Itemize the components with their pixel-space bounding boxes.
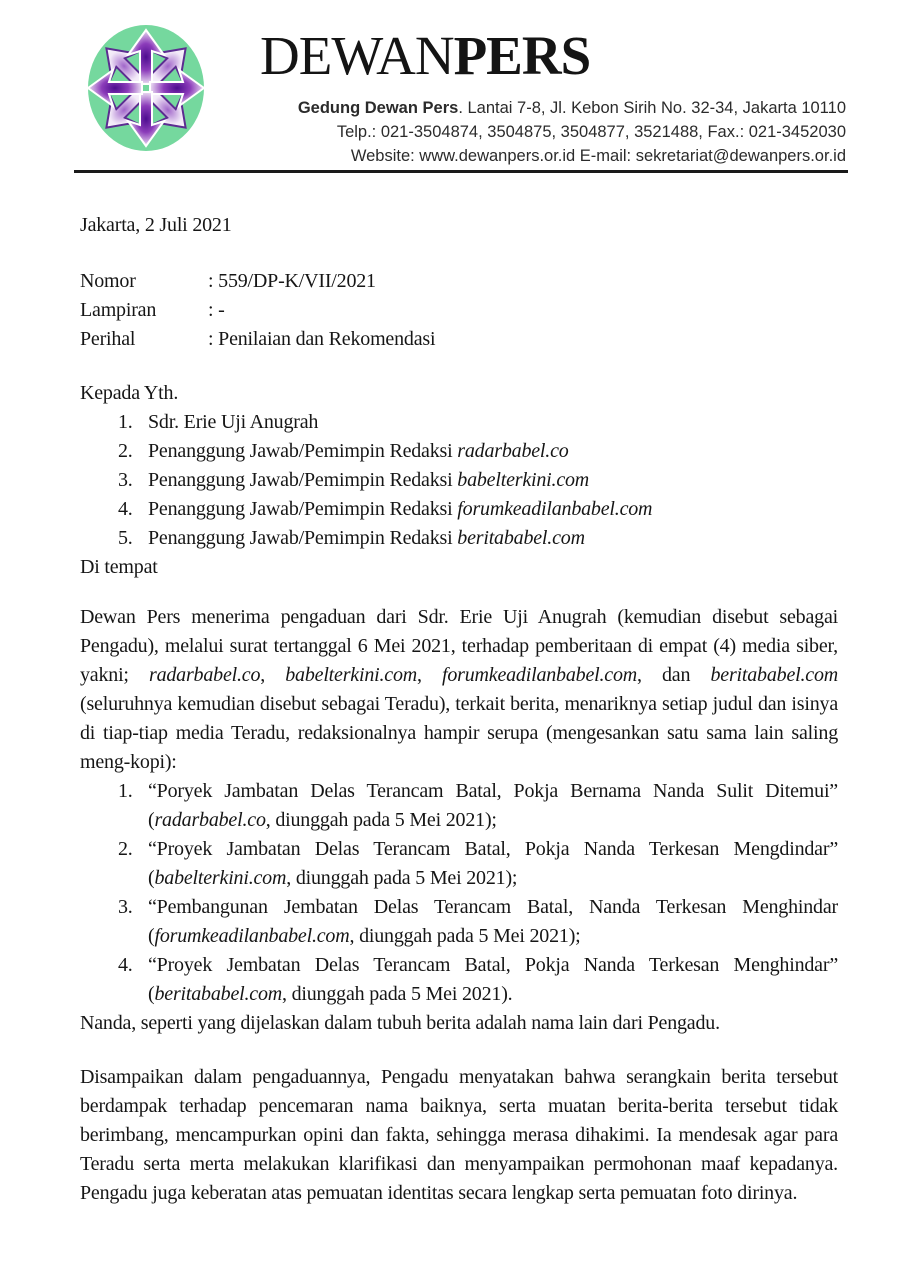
article-number: 3.: [118, 896, 133, 918]
recipient-text: Penanggung Jawab/Pemimpin Redaksi babelterkini.com: [148, 469, 590, 491]
recipient-number: 1.: [118, 411, 133, 433]
closing-note: Nanda, seperti yang dijelaskan dalam tubuh berita adalah nama lain dari Pengadu.: [80, 1012, 720, 1034]
article-text: “Pembangunan Jembatan Delas Terancam Batal, Nanda Terkesan Menghindar (forumkeadilanbabel.com, diunggah pada 5 Mei 2021);: [148, 896, 838, 947]
article-item: [80, 777, 838, 835]
recipient-text: Penanggung Jawab/Pemimpin Redaksi forumkeadilanbabel.com: [148, 498, 653, 520]
letterhead-address-rest: . Lantai 7-8, Jl. Kebon Sirih No. 32-34, Jakarta 10110: [458, 99, 846, 117]
letterhead-building: Gedung Dewan Pers: [297, 99, 459, 117]
article-number: 4.: [118, 954, 133, 976]
brand-title-regular: DEWAN: [260, 25, 454, 86]
recipient-number: 3.: [118, 469, 133, 491]
article-item: [80, 835, 838, 893]
article-text: “Proyek Jambatan Delas Terancam Batal, Pokja Nanda Terkesan Mengdindar” (babelterkini.com, diunggah pada 5 Mei 2021);: [148, 838, 838, 889]
letterhead-divider: [74, 170, 848, 173]
recipient-item: [80, 495, 838, 524]
recipient-number: 5.: [118, 527, 133, 549]
recipient-text: Sdr. Erie Uji Anugrah: [148, 411, 319, 433]
recipient-item: [80, 437, 838, 466]
recipient-item: [80, 466, 838, 495]
letterhead-phone-line: Telp.: 021-3504874, 3504875, 3504877, 3521488, Fax.: 021-3452030: [336, 123, 846, 141]
meta-label: Nomor: [80, 270, 136, 292]
recipient-list: [80, 408, 838, 553]
meta-label: Lampiran: [80, 299, 157, 321]
article-text: “Poryek Jambatan Delas Terancam Batal, Pokja Bernama Nanda Sulit Ditemui” (radarbabel.co, diunggah pada 5 Mei 2021);: [148, 780, 838, 831]
article-number: 2.: [118, 838, 133, 860]
meta-row-perihal: [80, 325, 838, 354]
recipient-location: Di tempat: [80, 556, 158, 578]
meta-row-nomor: [80, 267, 838, 296]
dewan-pers-logo-icon: [84, 22, 208, 156]
paragraph-complaint: Disampaikan dalam pengaduannya, Pengadu menyatakan bahwa serangkain berita tersebut berdampak terhadap pencemaran nama baiknya, serta muatan berita-berita tersebut tidak berimbang, mencampurkan opini dan fakta, sehingga merasa dihakimi. Ia mendesak agar para Teradu serta merta melakukan klarifikasi dan menyampaikan permohonan maaf kepadanya. Pengadu juga keberatan atas pemuatan identitas secara lengkap serta pemuatan foto dirinya.: [80, 1066, 838, 1204]
letterhead: [0, 0, 902, 178]
meta-label: Perihal: [80, 328, 136, 350]
recipient-number: 2.: [118, 440, 133, 462]
meta-row-lampiran: [80, 296, 838, 325]
dateline: Jakarta, 2 Juli 2021: [80, 214, 232, 236]
recipient-item: [80, 524, 838, 553]
letterhead-contact: [298, 96, 846, 168]
letterhead-address-line: [298, 96, 846, 120]
brand-title-bold: PERS: [453, 25, 591, 86]
salutation: Kepada Yth.: [80, 382, 179, 404]
article-list: [80, 777, 838, 1009]
letterhead-web-line: Website: www.dewanpers.or.id E-mail: sekretariat@dewanpers.or.id: [350, 147, 846, 165]
meta-value: : -: [208, 299, 225, 321]
paragraph-intro: Dewan Pers menerima pengaduan dari Sdr. Erie Uji Anugrah (kemudian disebut sebagai Pengadu), melalui surat tertanggal 6 Mei 2021, terhadap pemberitaan di empat (4) media siber, yakni; radarbabel.co, babelterkini.com, forumkeadilanbabel.com, dan beritababel.com (seluruhnya kemudian disebut sebagai Teradu), terkait berita, menariknya setiap judul dan isinya di tiap-tiap media Teradu, redaksionalnya hampir serupa (mengesankan satu sama lain saling meng-kopi):: [80, 606, 838, 773]
article-number: 1.: [118, 780, 133, 802]
recipient-number: 4.: [118, 498, 133, 520]
recipient-text: Penanggung Jawab/Pemimpin Redaksi radarbabel.co: [148, 440, 569, 462]
article-item: [80, 893, 838, 951]
meta-value: : Penilaian dan Rekomendasi: [208, 328, 436, 350]
letter-body: [0, 178, 902, 1208]
recipient-text: Penanggung Jawab/Pemimpin Redaksi beritababel.com: [148, 527, 585, 549]
recipient-item: [80, 408, 838, 437]
article-text: “Proyek Jembatan Delas Terancam Batal, Pokja Nanda Terkesan Menghindar” (beritababel.com, diunggah pada 5 Mei 2021).: [148, 954, 838, 1005]
meta-value: : 559/DP-K/VII/2021: [208, 270, 376, 292]
meta-block: [80, 267, 838, 354]
brand-title: [260, 24, 590, 87]
article-item: [80, 951, 838, 1009]
